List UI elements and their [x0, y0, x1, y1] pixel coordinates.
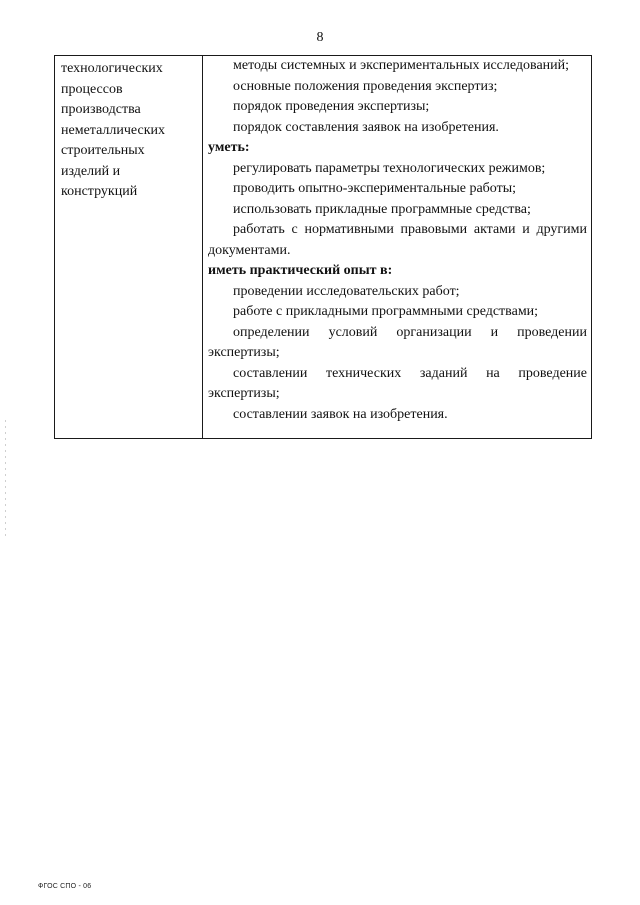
left-cell-line: технологических: [61, 61, 163, 76]
experience-item: составлении заявок на изобретения.: [233, 406, 448, 422]
page-number: 8: [316, 30, 324, 45]
know-item: порядок составления заявок на изобретения.: [233, 119, 499, 135]
experience-item: составлении технических заданий на проведение экспертизы;: [208, 365, 587, 401]
table-left-cell: [55, 56, 203, 438]
know-item: порядок проведения экспертизы;: [233, 99, 430, 114]
skills-item: регулировать параметры технологических режимов;: [233, 160, 546, 176]
experience-item: работе с прикладными программными средствами;: [233, 304, 539, 319]
skills-item: использовать прикладные программные средства;: [233, 201, 531, 217]
left-cell-line: изделий и: [61, 163, 121, 179]
footer-doc-code: ФГОС СПО - 06: [38, 883, 92, 890]
left-cell-line: производства: [61, 102, 141, 117]
scan-edge-mark: [5, 420, 6, 540]
experience-item: проведении исследовательских работ;: [233, 283, 460, 299]
left-cell-line: строительных: [61, 143, 145, 158]
know-item: основные положения проведения экспертиз;: [233, 78, 498, 94]
table-right-cell: [203, 56, 591, 438]
know-item: методы системных и экспериментальных исследований;: [233, 58, 570, 73]
left-cell-line: процессов: [61, 81, 123, 97]
competency-table: [54, 55, 592, 439]
left-cell-line: неметаллических: [61, 122, 165, 138]
left-cell-line: конструкций: [61, 184, 138, 199]
skills-item: проводить опытно-экспериментальные работы;: [233, 181, 517, 196]
skills-heading: уметь:: [208, 140, 250, 155]
skills-item: работать с нормативными правовыми актами и другими документами.: [208, 222, 587, 258]
experience-item: определении условий организации и проведении экспертизы;: [208, 324, 587, 360]
experience-heading: иметь практический опыт в:: [208, 263, 393, 278]
